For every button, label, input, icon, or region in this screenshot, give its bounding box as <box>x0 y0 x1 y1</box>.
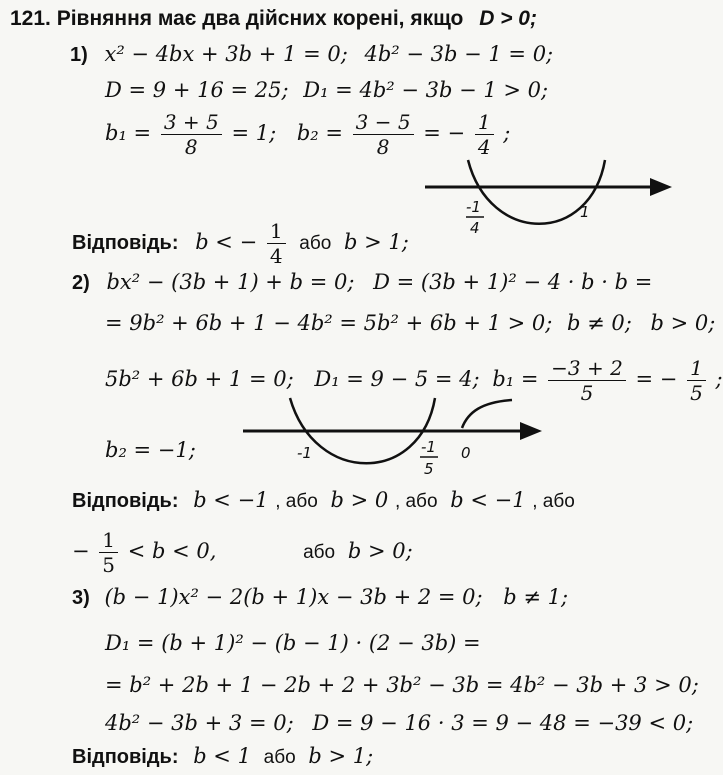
part1-equation-a: x² − 4bx + 3b + 1 = 0; <box>104 42 348 66</box>
part3-condition: b ≠ 1; <box>503 585 569 609</box>
part3-number: 3) <box>72 587 90 609</box>
part1-answer <box>72 221 409 266</box>
part2-number: 2) <box>72 272 90 294</box>
part2-equation-line <box>72 272 652 293</box>
part2-expansion-line <box>105 313 715 334</box>
part2-answer-a: b < −1 <box>193 488 269 512</box>
part2-b1-end: ; <box>715 367 723 391</box>
part3-equation2: 4b² − 3b + 3 = 0; <box>105 711 294 735</box>
part2-b1-lhs: b₁ = <box>492 367 539 391</box>
part2-b2: b₂ = −1; <box>105 438 196 462</box>
answer-label: Відповідь: <box>72 232 179 254</box>
part2-answer2-pre: − <box>72 539 90 563</box>
fraction-denominator: 8 <box>376 135 390 159</box>
answer-label: Відповідь: <box>72 490 179 512</box>
part1-b1-rhs: = 1; <box>231 121 277 145</box>
part1-answer-a: b < − <box>195 230 258 254</box>
part1-b2-end: ; <box>503 121 511 145</box>
part3-discriminant: D₁ = (b + 1)² − (b − 1) · (2 − 3b) = <box>105 631 481 655</box>
part3-equation: (b − 1)x² − 2(b + 1)x − 3b + 2 = 0; <box>104 585 483 609</box>
part2-number-line <box>243 398 542 478</box>
answer-label: Відповідь: <box>72 746 179 768</box>
part2-answer2-end: b > 0; <box>347 539 413 563</box>
or-word: або <box>299 233 332 254</box>
part2-branch <box>462 400 512 428</box>
fraction-numerator: 1 <box>99 530 118 553</box>
part3-expansion: = b² + 2b + 1 − 2b + 2 + 3b² − 3b = 4b² − 3b + 3 > 0; <box>105 673 699 697</box>
part1-axis-arrow-icon <box>650 178 672 196</box>
part2-answer-e: b < −1 <box>450 488 526 512</box>
part2-equation2: 5b² + 6b + 1 = 0; <box>105 367 294 391</box>
part2-answer-sep-2: , або <box>394 491 438 512</box>
part1-root2-label: 1 <box>580 203 590 221</box>
part3-equation-line <box>72 587 568 608</box>
part2-root1-label: -1 <box>297 444 312 462</box>
part1-b2-lhs: b₂ = <box>296 121 343 145</box>
part1-number: 1) <box>70 44 88 66</box>
part3-answer-a: b < 1 <box>193 744 251 768</box>
fraction-numerator: 1 <box>687 358 706 381</box>
fraction-numerator: 1 <box>475 112 494 135</box>
part2-answer <box>72 490 575 511</box>
fraction-denominator: 4 <box>269 244 283 268</box>
part2-root3-label: 0 <box>461 444 471 462</box>
part2-b1-fraction <box>548 358 626 403</box>
fraction-denominator: 5 <box>690 381 703 405</box>
part2-b1-result-fraction <box>687 358 706 403</box>
part1-b1-lhs: b₁ = <box>105 121 152 145</box>
problem-condition: D > 0; <box>479 7 537 30</box>
part3-answer <box>72 746 373 767</box>
part2-root2-numerator: -1 <box>421 438 436 456</box>
part2-answer-c: b > 0 <box>330 488 389 512</box>
fraction-denominator: 4 <box>477 135 491 159</box>
part2-answer2-fraction <box>99 530 118 575</box>
part2-answer-sep-3: , або <box>532 491 575 512</box>
part2-b1-mid: = − <box>635 367 678 391</box>
fraction-numerator: 3 + 5 <box>161 112 222 135</box>
part2-answer-sep-1: , або <box>275 491 318 512</box>
fraction-numerator: 1 <box>267 221 286 244</box>
part3-discriminant2: D = 9 − 16 · 3 = 9 − 48 = −39 < 0; <box>312 711 694 735</box>
part2-answer2-mid: < b < 0, <box>127 539 217 563</box>
part3-answer-b: b > 1; <box>308 744 374 768</box>
problem-title: Рівняння має два дійсних корені, якщо <box>56 7 464 30</box>
part2-condition-a: b ≠ 0; <box>567 311 632 335</box>
part2-discriminant2: D₁ = 9 − 5 = 4; <box>314 367 480 391</box>
fraction-numerator: −3 + 2 <box>548 358 626 381</box>
part1-number-line <box>425 160 672 237</box>
or-word: або <box>303 542 336 563</box>
part1-b2-mid: = − <box>423 121 466 145</box>
part2-root2-denominator: 5 <box>424 460 434 478</box>
part3-result-line <box>105 713 693 734</box>
part1-root1-denominator: 4 <box>470 219 480 237</box>
part2-roots-line <box>105 358 723 403</box>
or-word: або <box>263 747 296 768</box>
part1-answer-b: b > 1; <box>344 230 409 254</box>
part1-disc-a: D = 9 + 16 = 25; <box>105 78 289 102</box>
fraction-denominator: 5 <box>580 381 594 405</box>
fraction-denominator: 5 <box>102 553 116 577</box>
part2-answer-line2 <box>72 530 413 575</box>
part2-condition-b: b > 0; <box>650 311 716 335</box>
part1-answer-fraction <box>267 221 286 266</box>
part1-disc-b: D₁ = 4b² − 3b − 1 > 0; <box>303 78 549 102</box>
part2-expansion: = 9b² + 6b + 1 − 4b² = 5b² + 6b + 1 > 0; <box>105 311 553 335</box>
part2-discriminant: D = (3b + 1)² − 4 · b · b = <box>373 270 653 294</box>
part2-equation: bx² − (3b + 1) + b = 0; <box>106 270 355 294</box>
part1-equation-b: 4b² − 3b − 1 = 0; <box>364 42 554 66</box>
part1-root1-numerator: -1 <box>466 198 481 216</box>
part2-axis-arrow-icon <box>520 422 542 440</box>
fraction-denominator: 8 <box>184 135 198 159</box>
fraction-numerator: 3 − 5 <box>353 112 414 135</box>
problem-number: 121. <box>10 7 51 30</box>
